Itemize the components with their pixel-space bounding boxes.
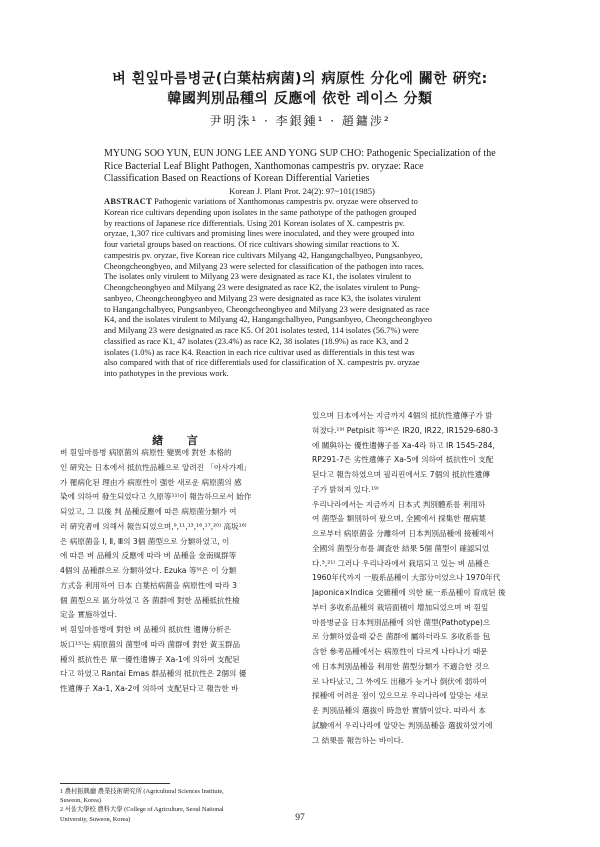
body-line: 로 나타났고, 그 外에도 出穗가 늦거나 倒伏에 弱하여 — [312, 676, 487, 686]
body-line: 에 日本判別品種을 利用한 菌型分類가 不適合한 것으 — [312, 661, 490, 671]
title-line-1: 벼 흰잎마름병균(白葉枯病菌)의 病原性 分化에 關한 硏究: — [112, 71, 488, 87]
body-line: 4個의 品種群으로 分類하였다. Ezuka 等⁹⁾은 이 分類 — [60, 566, 237, 575]
english-title-line: Rice Bacterial Leaf Blight Pathogen, Xanthomonas campestris pv. oryzae: Race — [104, 160, 424, 172]
abstract-line-first — [104, 197, 500, 208]
footnote-divider — [60, 783, 170, 784]
abstract-line: four varietal groups based on reactions. Of rice cultivars showing similar reactions to X. — [104, 240, 400, 249]
footnote-line: 1 農村振興廳 農業技術硏究所 (Agricultural Sciences Institute, — [60, 788, 224, 795]
body-line: 여 菌型을 類別하여 왔으며, 全國에서 採集한 罹病葉 — [312, 514, 486, 524]
abstract — [104, 197, 500, 380]
body-line: 染에 의하여 發生되었다고 久原等¹¹⁾이 報告하므로서 始作 — [60, 492, 252, 502]
abstract-line: Pathogenic variations of Xanthomonas campestris pv. oryzae were observed to — [154, 197, 418, 206]
body-line: 벼 흰잎마름병 病原菌의 病原性 變異에 對한 本格的 — [60, 448, 232, 457]
authors-korean: 尹明洙¹ · 李銀鍾¹ · 趙鏞涉² — [209, 114, 391, 128]
abstract-line: classified as race K1, 47 isolates (23.4%) as race K2, 38 isolates (18.9%) as race K3, and 2 — [104, 336, 409, 346]
body-line: 에 따른 벼 品種의 反應에 따라 벼 品種을 金南風群等 — [60, 551, 237, 561]
abstract-line: The isolates only virulent to Milyang 23 were designated as race K1, the isolates virulent to — [104, 272, 412, 282]
body-line: 個 菌型으로 區分하였고 各 菌群에 對한 品種抵抗性檢 — [60, 595, 240, 605]
abstract-line: and Milyang 23 were designated as race K5. Of 201 isolates tested, 114 isolates (56.7%) were — [104, 326, 419, 335]
footnote-line: University, Suweon, Korea) — [60, 815, 131, 823]
body-line: 種의 抵抗性은 單一優性遺傳子 Xa-1에 의하여 支配된 — [60, 654, 240, 664]
body-line: 인 硏究는 日本에서 抵抗性品種으로 알려진 「아사가제」 — [60, 462, 251, 472]
body-line: 다.³,²¹⁾ 그러나 우리나라에서 栽培되고 있는 벼 品種은 — [312, 558, 491, 568]
body-line: 된다고 報告하였으며 필리핀에서도 7個의 抵抗性遺傳 — [312, 470, 490, 479]
body-line: Japonica×Indica 交雜種에 의한 統一系品種이 育成된 後 — [312, 588, 506, 597]
body-line: 부터 多收系品種의 栽培面積이 增加되었으며 벼 흰잎 — [312, 602, 489, 612]
abstract-line: oryzae, 1,307 rice cultivars and promising lines were inoculated, and they were grouped into — [104, 229, 415, 239]
right-column-text — [312, 409, 550, 748]
body-line: 운 判別品種의 選拔이 時急한 實情이었다. 따라서 本 — [312, 706, 486, 715]
abstract-line: Cheongcheongbyeo and Milyang 23 were designated as race K2, the isolates virulent to Pung- — [104, 283, 420, 292]
body-line: 로 分類하였을때 같은 菌群에 屬하더라도 多收系를 包 — [312, 632, 491, 642]
body-line: 坂口¹⁵⁾는 病原菌의 菌型에 따라 菌群에 對한 黃玉群品 — [60, 639, 241, 649]
section-heading-introduction: 緖 言 — [152, 434, 208, 447]
abstract-label: ABSTRACT — [104, 197, 153, 206]
abstract-line: by reactions of Japanese rice differentials. Using 201 Korean isolates of X. campestris pv. — [104, 218, 405, 228]
body-line: 은 病原菌을 Ⅰ, Ⅱ, Ⅲ의 3個 菌型으로 分類하였고, 이 — [60, 536, 230, 546]
body-line: 되었고, 그 以後 判 品種反應에 따른 病原菌分類가 여 — [60, 507, 237, 516]
body-line: 러 硏究者에 의해서 報告되었으며,⁹,¹¹,¹³,¹⁶,¹⁷,²⁰⁾ 高坂¹⁶⁾ — [60, 521, 247, 531]
body-line: 가 罹病化된 理由가 病原性이 强한 새로운 病原菌의 感 — [60, 477, 242, 487]
abstract-line: Cheongcheongbyeo, and Milyang 23 were selected for classification of the pathogen into races. — [104, 261, 425, 271]
abstract-line: K4, and the isolates virulent to Milyang 42, Hangangchalbyeo, Pungsanbyeo, Cheongcheongbyeo — [104, 315, 432, 325]
footnote-line: Suweon, Korea) — [60, 797, 101, 805]
body-line: 1960年代까지 一般系品種이 大部分이었으나 1970年代 — [312, 573, 501, 583]
abstract-line: also compared with that of rice differentials used for classification of X. campestris pv. oryzae — [104, 358, 420, 368]
body-line: 우리나라에서는 지금까지 日本式 判別體系를 利用하 — [312, 499, 486, 509]
body-line: 혀졌다.¹⁹⁾ Petpisit 等¹⁴⁾은 IR20, IR22, IR1529-680-3 — [312, 425, 499, 435]
abstract-line: to Hangangchalbyeo, Pungsanbyeo, Cheongcheongbyeo and Milyang 23 were designated as race — [104, 304, 430, 314]
body-line: 마름병균을 日本判別品種에 의한 菌型(Pathotype)으 — [312, 617, 491, 627]
english-title-line: MYUNG SOO YUN, EUN JONG LEE AND YONG SUP CHO: Pathogenic Specialization of the — [104, 148, 496, 159]
footnote-line: 2 서울大學校 農科大學 (College of Agriculture, Seoul National — [60, 806, 224, 814]
abstract-line: sanbyeo, Cheongcheongbyeo and Milyang 23 were designated as race K3, the isolates virulent — [104, 293, 421, 303]
title-line-2: 韓國判別品種의 反應에 依한 레이스 分類 — [167, 91, 433, 107]
abstract-line: isolates (1.0%) as race K4. Reaction in each rice cultivar used as differentials in this test was — [104, 347, 415, 357]
english-title-line: Classification Based on Reactions of Korean Differential Varieties — [104, 173, 370, 184]
left-column-text — [60, 446, 298, 697]
body-line: 에 關與하는 優性遺傳子를 Xa-4라 하고 IR 1545-284, — [312, 440, 495, 450]
abstract-line: Korean rice cultivars depending upon isolates in the same pathotype of the pathogen grouped — [104, 207, 417, 217]
page-number: 97 — [295, 813, 305, 823]
body-line: 子가 밝혀져 있다.¹⁹⁾ — [312, 484, 379, 494]
body-line: 採種에 어려운 점이 있으므로 우리나라에 알맞는 새로 — [312, 691, 489, 701]
abstract-line: campestris pv. oryzae, five Korean rice cultivars Milyang 42, Hangangchalbyeo, Pungsanbyeo, — [104, 250, 423, 260]
body-line: 있으며 日本에서는 지금까지 4個의 抵抗性遺傳子가 밝 — [312, 411, 493, 420]
english-title-block — [104, 148, 524, 186]
body-line: 方式을 利用하여 日本 白葉枯病菌을 病原性에 따라 3 — [60, 580, 237, 590]
body-line: 定을 實施하였다. — [60, 610, 117, 620]
body-line: 으로부터 病原菌을 分離하여 日本判別品種에 接種해서 — [312, 529, 494, 538]
journal-citation: Korean J. Plant Prot. 24(2): 97~101(1985) — [229, 186, 375, 196]
body-line: 벼 흰잎마름병에 對한 벼 品種의 抵抗性 遺傳分析은 — [60, 625, 232, 634]
body-line: 그 結果를 報告하는 바이다. — [312, 735, 404, 745]
body-line: 다고 하였고 Rantai Emas 群品種의 抵抗性은 2個의 優 — [60, 669, 247, 679]
body-line: 全國의 菌型分布를 調査한 結果 5個 菌型이 確認되었 — [312, 543, 490, 553]
body-line: 試驗에서 우리나라에 알맞는 判別品種을 選拔하였기에 — [312, 720, 493, 730]
body-line: RP291-7은 劣性遺傳子 Xa-5에 의하여 抵抗性이 支配 — [312, 455, 494, 465]
abstract-line: into pathotypes in the previous work. — [104, 369, 229, 378]
body-line: 性遺傳子 Xa-1, Xa-2에 의하여 支配된다고 報告한 바 — [60, 684, 239, 693]
body-line: 含한 參考品種에서는 病原性이 다르게 나타나기 때문 — [312, 647, 488, 656]
